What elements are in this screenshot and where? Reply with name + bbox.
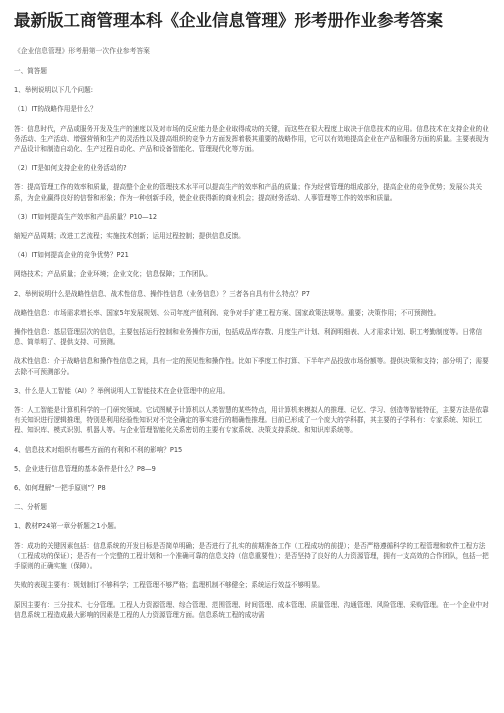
paragraph: 2、举例说明什么是战略性信息、战术性信息、操作性信息（业务信息）？三者各自具有什么特点？P7 (14, 289, 310, 298)
paragraph: 操作性信息：基层管理层次的信息，主要包括运行控制和业务操作方面，包括成品库存数、月度生产计划、利润明细表、人才需求计划、职工考勤制度等。日常信息、简单明了、提供支持、可预测。 (14, 328, 483, 347)
paragraph: 二、分析题 (14, 503, 47, 512)
paragraph: 6、如何理解“一把手原则”？P8 (14, 484, 106, 493)
paragraph: 答：提高管理工作的效率和质量，提高整个企业的管理技术水平可以提高生产的效率和产品的质量；作为经营管理的组成部分，提高企业的竞争优势；发展公共关系，为企业赢得良好的信誉和形象；作为一种创新手段，使企业获得新的商业机会；提高财务活动、人事管理等工作的效率和质量。 (14, 183, 483, 202)
document-title: 最新版工商管理本科《企业信息管理》形考册作业参考答案 (14, 11, 443, 30)
paragraph: 一、简答题 (14, 67, 47, 75)
paragraph: 网络技术；产品质量；企业环境；企业文化；信息保障；工作团队。 (14, 270, 212, 279)
paragraph: （1）IT的战略作用是什么？ (14, 105, 97, 114)
paragraph: 答：信息时代，产品或服务开发及生产的速度以及对市场的反应能力是企业取得成功的关键，而这些在很大程度上取决于信息技术的应用。信息技术在支持企业的业务活动、生产活动、增强营销和生产的灵活性以及提高组织的竞争力方面发挥着极其重要的战略作用，它可以有效地提高企业在产品和服务方面的质量。主要表现为产品设计和制造自动化、生产过程自动化、产品和设备智能化、管理现代化等方面。 (14, 124, 489, 154)
document-subtitle: 《企业信息管理》形考册第一次作业参考答案 (14, 47, 150, 55)
paragraph: （3）IT如何提高生产效率和产品质量？P10—12 (14, 212, 158, 221)
paragraph: 4、信息技术对组织有哪些方面的有利和不利的影响？P15 (14, 445, 183, 454)
paragraph: 战术性信息：介于战略信息和操作性信息之间，具有一定的预见性和操作性。比如下季度工作打算、下半年产品投放市场份额等。提供决策和支持；部分明了；需要去除不可预测部分。 (14, 357, 489, 376)
paragraph: （2）IT是如何支持企业的业务活动的? (14, 164, 127, 173)
paragraph: 答：成功的关键因素包括：信息系统的开发目标是否简单明确；是否进行了扎实的前期准备工作（工程成功的前提）；是否严格遵循科学的工程管理和软件工程方法（工程成功的保证）；是否有一个完整的工程计划和一个准确可靠的信息支持（信息重要性）；是否坚持了良好的人力资源管理，拥有一支高效的合作团队，包括一把手原则的正确实施（保障）。 (14, 541, 489, 571)
paragraph: 答：人工智能是计算机科学的一门研究领域。它试图赋予计算机以人类智慧的某些特点，用计算机来模拟人的推理、记忆、学习、创造等智能特征，主要方法是依靠有关知识进行逻辑推理，特别是利用经验性知识对不完全确定的事实进行的精确性推理。目前已形成了一个庞大的学科群，其主要的子学科有：专家系统、知识工程、知识库、模式识别、机器人等。与企业管理智能化关系密切的主要有专家系统、决策支持系统、和知识库系统等。 (14, 406, 489, 435)
paragraph: 原因主要有：三分技术、七分管理。工程人力资源管理、综合管理、范围管理、时间管理、成本管理、质量管理、沟通管理、风险管理、采购管理。在一个企业中对信息系统工程造成最大影响的因素是工程的人力资源管理方面。信息系统工程的成功需 (14, 600, 489, 619)
paragraph: 失败的表现主要有：规划制订不够科学；工程管理不够严格；监理机制不够健全；系统运行效益不够明显。 (14, 581, 324, 590)
document-body (14, 66, 490, 620)
paragraph: 战略性信息：市场需求增长率、国家5年发展规划、公司年度产值利润、竞争对手扩建工程方案、国家政策法规等。重要；决策作用；不可预测性。 (14, 308, 441, 317)
paragraph: （4）IT如何提高企业的竞争优势？P21 (14, 251, 129, 260)
paragraph: 1、教材P24第一章分析题之1小题。 (14, 522, 121, 531)
paragraph: 缩短产品周期；改进工艺流程；实施技术创新；运用过程控制；提供信息反馈。 (14, 232, 245, 241)
paragraph: 3、什么是人工智能（AI）？举例说明人工智能技术在企业管理中的应用。 (14, 386, 230, 395)
paragraph: 1、举例说明以下几个问题: (14, 86, 93, 95)
paragraph: 5、企业进行信息管理的基本条件是什么？P8—9 (14, 464, 156, 473)
